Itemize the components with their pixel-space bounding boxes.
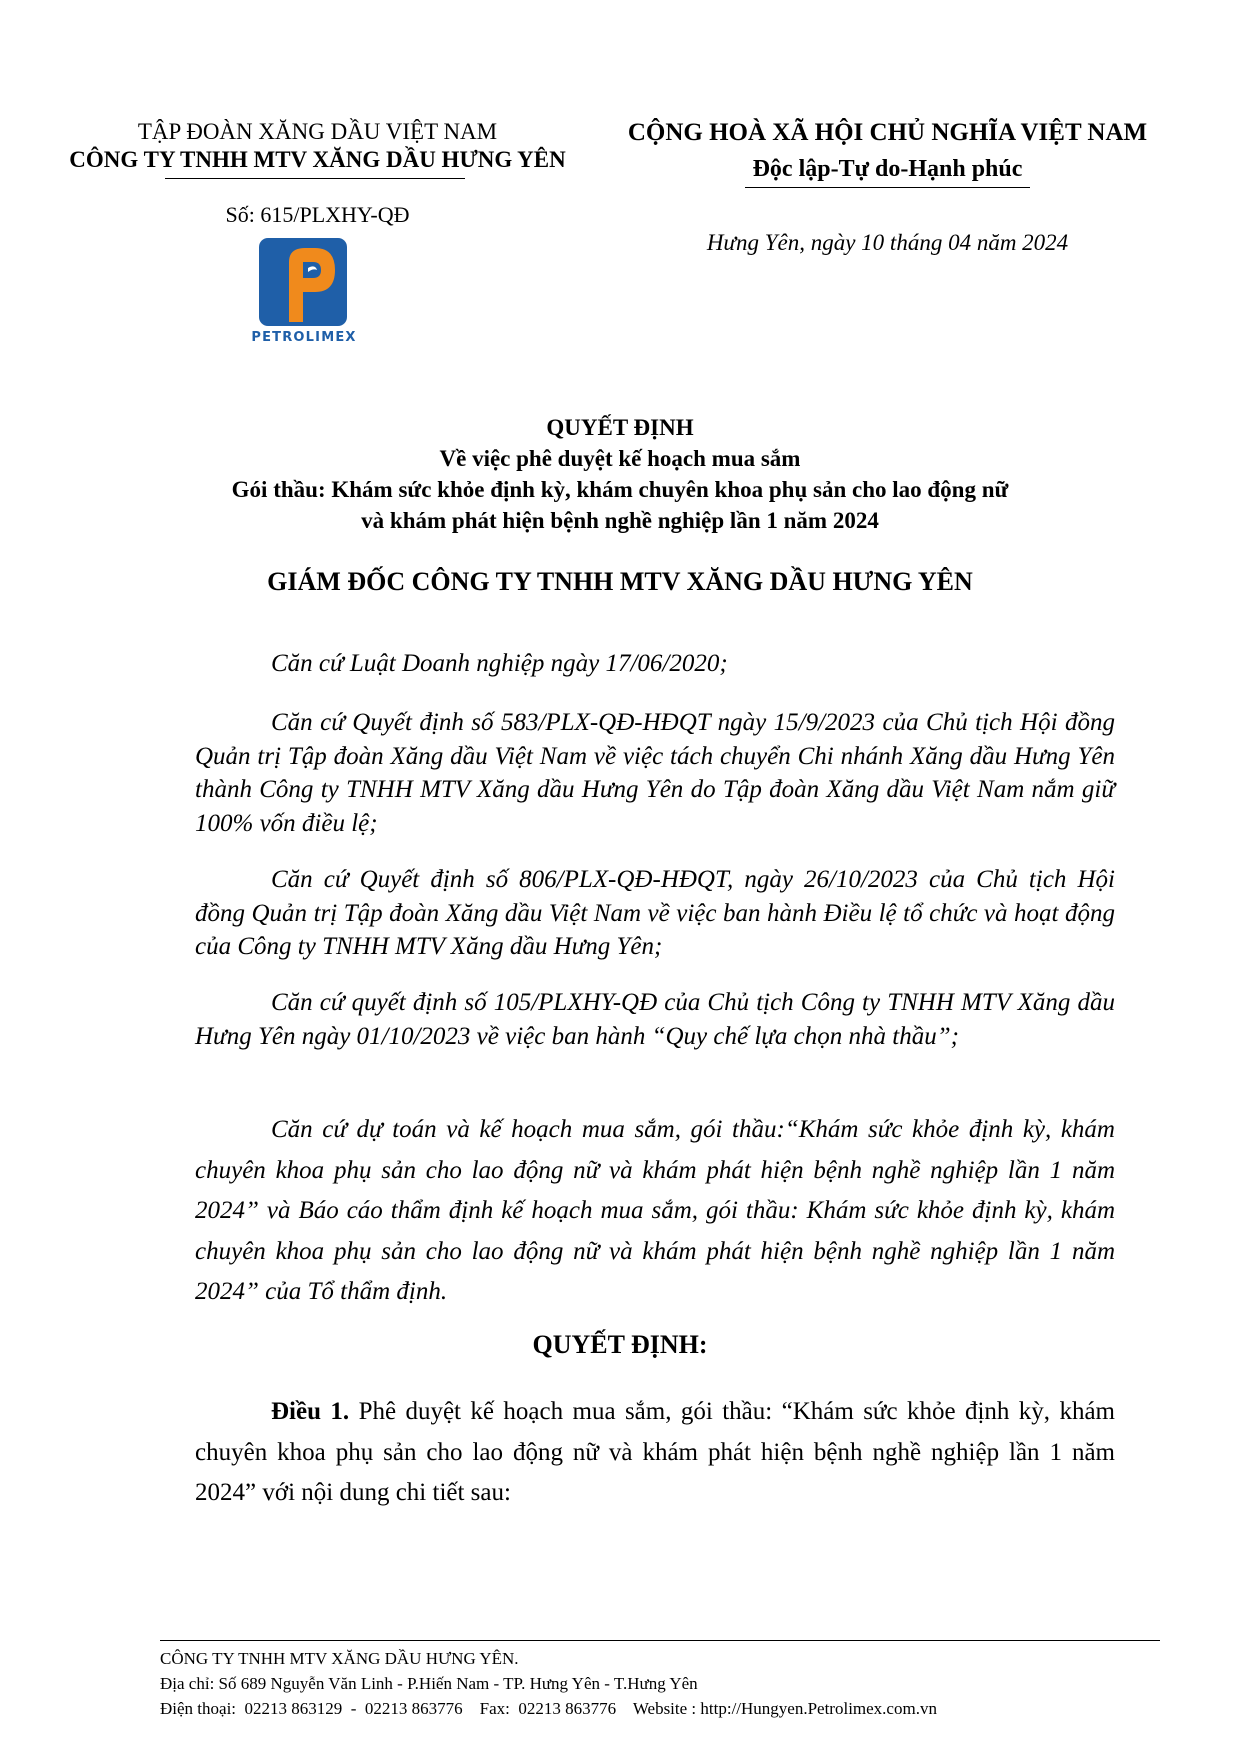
petrolimex-logo-icon bbox=[259, 238, 347, 326]
ground-paragraph-2: Căn cứ Quyết định số 583/PLX-QĐ-HĐQT ngày 15/9/2023 của Chủ tịch Hội đồng Quản trị Tập đoàn Xăng dầu Việt Nam về việc tách chuyển Chi nhánh Xăng dầu Hưng Yên thành Công ty TNHH MTV Xăng dầu Hưng Yên do Tập đoàn Xăng dầu Việt Nam nắm giữ 100% vốn điều lệ; bbox=[195, 709, 1115, 837]
article-1-text: Phê duyệt kế hoạch mua sắm, gói thầu: “Khám sức khỏe định kỳ, khám chuyên khoa phụ sản cho lao động nữ và khám phát hiện bệnh nghề nghiệp lần 1 năm 2024” với nội dung chi tiết sau: bbox=[195, 1398, 1116, 1506]
article-1 bbox=[195, 1392, 1115, 1514]
decision-title bbox=[140, 412, 1100, 536]
footer-contact: Điện thoại: 02213 863129 - 02213 863776 Fax: 02213 863776 Website : http://Hungyen.Petrolimex.com.vn bbox=[160, 1699, 937, 1718]
issuer-block bbox=[40, 118, 595, 174]
footer-company: CÔNG TY TNHH MTV XĂNG DẦU HƯNG YÊN. bbox=[160, 1649, 519, 1668]
title-line-3: Gói thầu: Khám sức khỏe định kỳ, khám chuyên khoa phụ sản cho lao động nữ bbox=[231, 477, 1009, 502]
footer bbox=[160, 1646, 1160, 1721]
ground-paragraph-1: Căn cứ Luật Doanh nghiệp ngày 17/06/2020; bbox=[271, 650, 728, 677]
title-line-4: và khám phát hiện bệnh nghề nghiệp lần 1 năm 2024 bbox=[361, 508, 879, 533]
issuing-authority: GIÁM ĐỐC CÔNG TY TNHH MTV XĂNG DẦU HƯNG YÊN bbox=[267, 567, 973, 596]
ground-paragraph-4: Căn cứ quyết định số 105/PLXHY-QĐ của Chủ tịch Công ty TNHH MTV Xăng dầu Hưng Yên ngày 01/10/2023 về việc ban hành “Quy chế lựa chọn nhà thầu”; bbox=[195, 989, 1115, 1050]
company-name: CÔNG TY TNHH MTV XĂNG DẦU HƯNG YÊN bbox=[40, 146, 595, 174]
logo-wordmark: PETROLIMEX bbox=[251, 330, 357, 345]
decision-heading: QUYẾT ĐỊNH: bbox=[532, 1330, 708, 1359]
national-motto-block bbox=[605, 118, 1170, 188]
place-date: Hưng Yên, ngày 10 tháng 04 năm 2024 bbox=[706, 230, 1069, 255]
nation-name: CỘNG HOÀ XÃ HỘI CHỦ NGHĨA VIỆT NAM bbox=[627, 119, 1148, 146]
title-line-2: Về việc phê duyệt kế hoạch mua sắm bbox=[439, 446, 801, 471]
ground-paragraph-3: Căn cứ Quyết định số 806/PLX-QĐ-HĐQT, ngày 26/10/2023 của Chủ tịch Hội đồng Quản trị Tập đoàn Xăng dầu Việt Nam về việc ban hành Điều lệ tổ chức và hoạt động của Công ty TNHH MTV Xăng dầu Hưng Yên; bbox=[195, 866, 1115, 960]
ground-paragraph-5: Căn cứ dự toán và kế hoạch mua sắm, gói thầu:“Khám sức khỏe định kỳ, khám chuyên khoa phụ sản cho lao động nữ và khám phát hiện bệnh nghề nghiệp lần 1 năm 2024” và Báo cáo thẩm định kế hoạch mua sắm, gói thầu: Khám sức khỏe định kỳ, khám chuyên khoa phụ sản cho lao động nữ và khám phát hiện bệnh nghề nghiệp lần 1 năm 2024” của Tổ thẩm định. bbox=[195, 1116, 1115, 1305]
footer-divider bbox=[160, 1640, 1160, 1641]
parent-org-name: TẬP ĐOÀN XĂNG DẦU VIỆT NAM bbox=[137, 119, 498, 144]
article-1-label: Điều 1. bbox=[271, 1398, 350, 1425]
petrolimex-logo bbox=[234, 238, 374, 358]
footer-address: Địa chỉ: Số 689 Nguyễn Văn Linh - P.Hiến Nam - TP. Hưng Yên - T.Hưng Yên bbox=[160, 1674, 698, 1693]
document-number: Số: 615/PLXHY-QĐ bbox=[225, 202, 410, 227]
title-line-1: QUYẾT ĐỊNH bbox=[546, 415, 694, 440]
national-motto: Độc lập-Tự do-Hạnh phúc bbox=[745, 154, 1031, 188]
